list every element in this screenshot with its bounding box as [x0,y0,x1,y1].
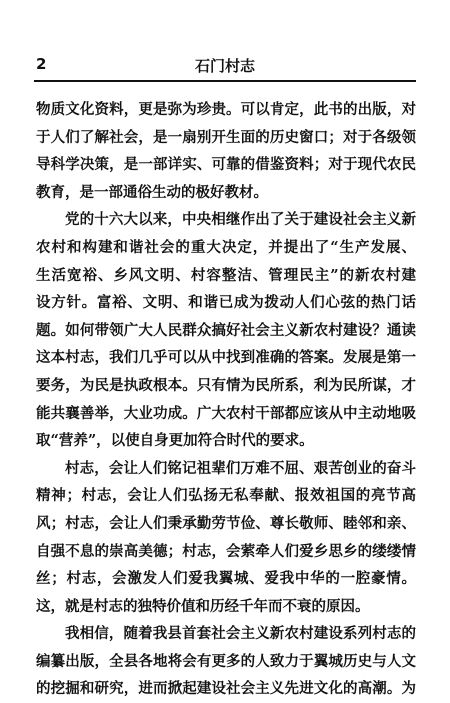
text-line: 编纂出版，全县各地将会有更多的人致力于翼城历史与人文 [36,652,416,670]
text-line: 物质文化资料，更是弥为珍贵。可以肯定，此书的出版，对 [36,101,416,118]
text-line: 教育，是一部通俗生动的极好教材。 [36,183,268,201]
text-line: 自强不息的崇高美德；村志，会萦牵人们爱乡思乡的缕缕情 [36,542,416,560]
page-number: 2 [36,55,47,73]
page-header [36,55,414,77]
text-line: 风；村志，会让人们秉承勤劳节俭、尊长敬师、睦邻和亲、 [36,514,416,532]
running-title: 石门村志 [194,57,255,75]
text-line: 于人们了解社会，是一扇别开生面的历史窗口；对于各级领 [36,128,416,146]
body-text [36,96,416,703]
text-line: 这，就是村志的独特价值和历经千年而不衰的原因。 [36,597,370,615]
text-line: 题。如何带领广大人民群众搞好社会主义新农村建设？通读 [36,321,416,339]
text-line: 能共襄善举，大业功成。广大农村干部都应该从中主动地吸 [36,404,416,422]
text-line: 导科学决策，是一部详实、可靠的借鉴资料；对于现代农民 [36,156,416,174]
text-line: 的挖掘和研究，进而掀起建设社会主义先进文化的高潮。为 [36,680,416,698]
text-line: 要务，为民是执政根本。只有情为民所系，利为民所谋，才 [36,376,416,394]
text-line: 设方针。富裕、文明、和谐已成为拨动人们心弦的热门话 [36,294,416,312]
text-line: 党的十六大以来，中央相继作出了关于建设社会主义新 [65,211,416,229]
text-line: 生活宽裕、乡风文明、村容整洁、管理民主”的新农村建 [36,266,416,284]
text-line: 精神；村志，会让人们弘扬无私奉献、报效祖国的亮节高 [36,487,416,505]
text-line: 取“营养”，以使自身更加符合时代的要求。 [36,432,314,450]
text-line: 我相信，随着我县首套社会主义新农村建设系列村志的 [65,625,416,643]
text-line: 这本村志，我们几乎可以从中找到准确的答案。发展是第一 [36,349,416,367]
text-line: 村志，会让人们铭记祖辈们万难不屈、艰苦创业的奋斗 [65,459,416,477]
text-line: 丝；村志，会激发人们爱我翼城、爱我中华的一腔豪情。 [36,570,416,588]
text-line: 农村和构建和谐社会的重大决定，并提出了“生产发展、 [36,238,416,256]
header-rule [34,80,416,82]
